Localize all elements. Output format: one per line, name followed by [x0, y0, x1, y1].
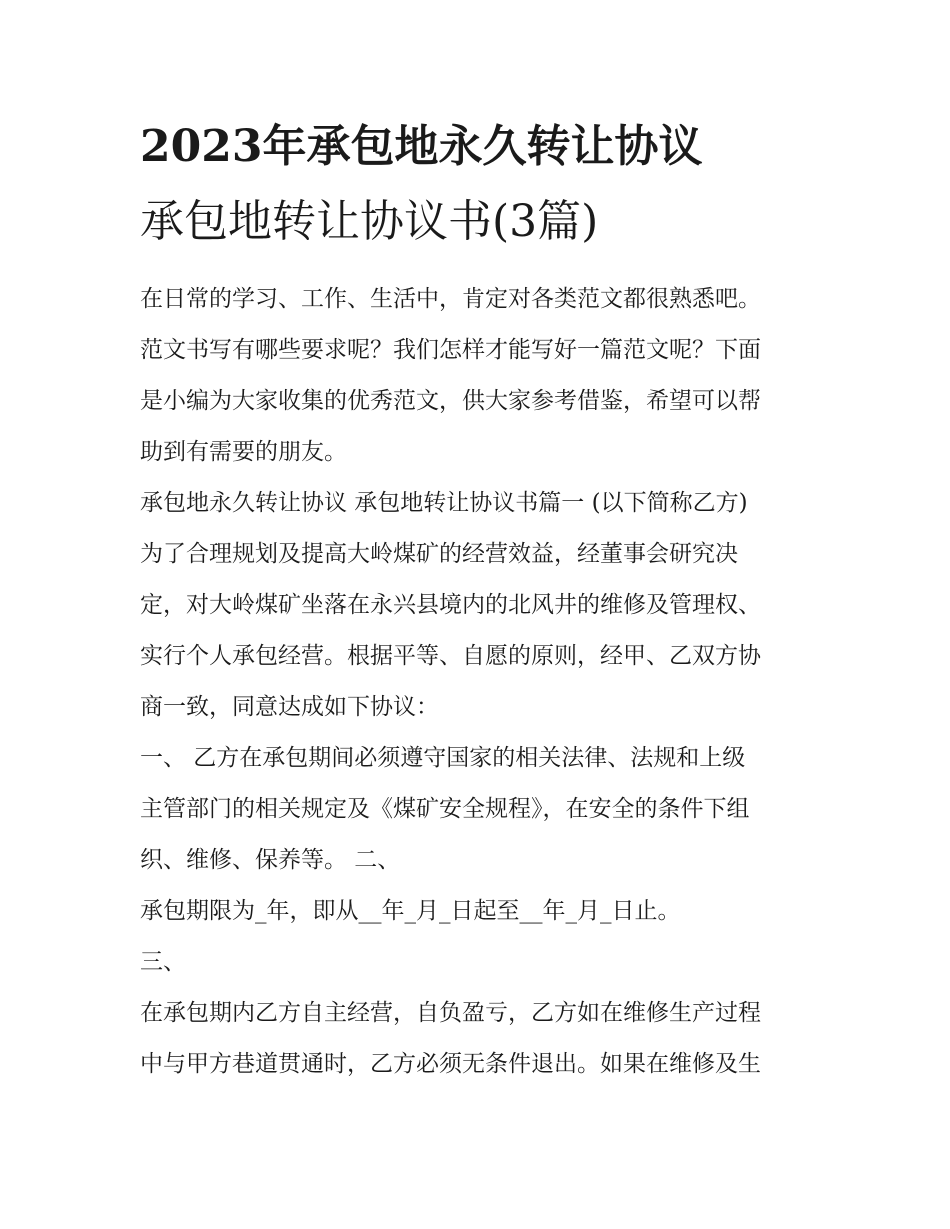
body-line: 是小编为大家收集的优秀范文，供大家参考借鉴，希望可以帮 [140, 388, 761, 414]
body-line: 织、维修、保养等。 二、 [140, 847, 401, 873]
body-line: 范文书写有哪些要求呢？我们怎样才能写好一篇范文呢？下面 [140, 337, 761, 363]
body-line: 承包期限为_年，即从__年_月_日起至__年_月_日止。 [140, 898, 681, 924]
body-line: 定，对大岭煤矿坐落在永兴县境内的北风井的维修及管理权、 [140, 592, 761, 618]
body-line: 在日常的学习、工作、生活中，肯定对各类范文都很熟悉吧。 [140, 286, 761, 312]
body-line: 一、 乙方在承包期间必须遵守国家的相关法律、法规和上级 [140, 745, 746, 771]
body-line: 在承包期内乙方自主经营，自负盈亏，乙方如在维修生产过程 [140, 1000, 761, 1026]
body-line: 商一致，同意达成如下协议： [140, 694, 439, 720]
body-line: 中与甲方巷道贯通时，乙方必须无条件退出。如果在维修及生 [140, 1051, 761, 1077]
body-line: 实行个人承包经营。根据平等、自愿的原则，经甲、乙双方协 [140, 643, 761, 669]
body-line: 承包地永久转让协议 承包地转让协议书篇一 (以下简称乙方) [140, 490, 748, 516]
document-title-line-1: 2023年承包地永久转让协议 [140, 121, 703, 172]
document-title-line-2: 承包地转让协议书(3篇) [140, 196, 599, 247]
body-line: 为了合理规划及提高大岭煤矿的经营效益，经董事会研究决 [140, 541, 738, 567]
body-line: 主管部门的相关规定及《煤矿安全规程》，在安全的条件下组 [140, 796, 750, 822]
body-line: 助到有需要的朋友。 [140, 439, 347, 465]
body-line: 三、 [140, 949, 186, 975]
